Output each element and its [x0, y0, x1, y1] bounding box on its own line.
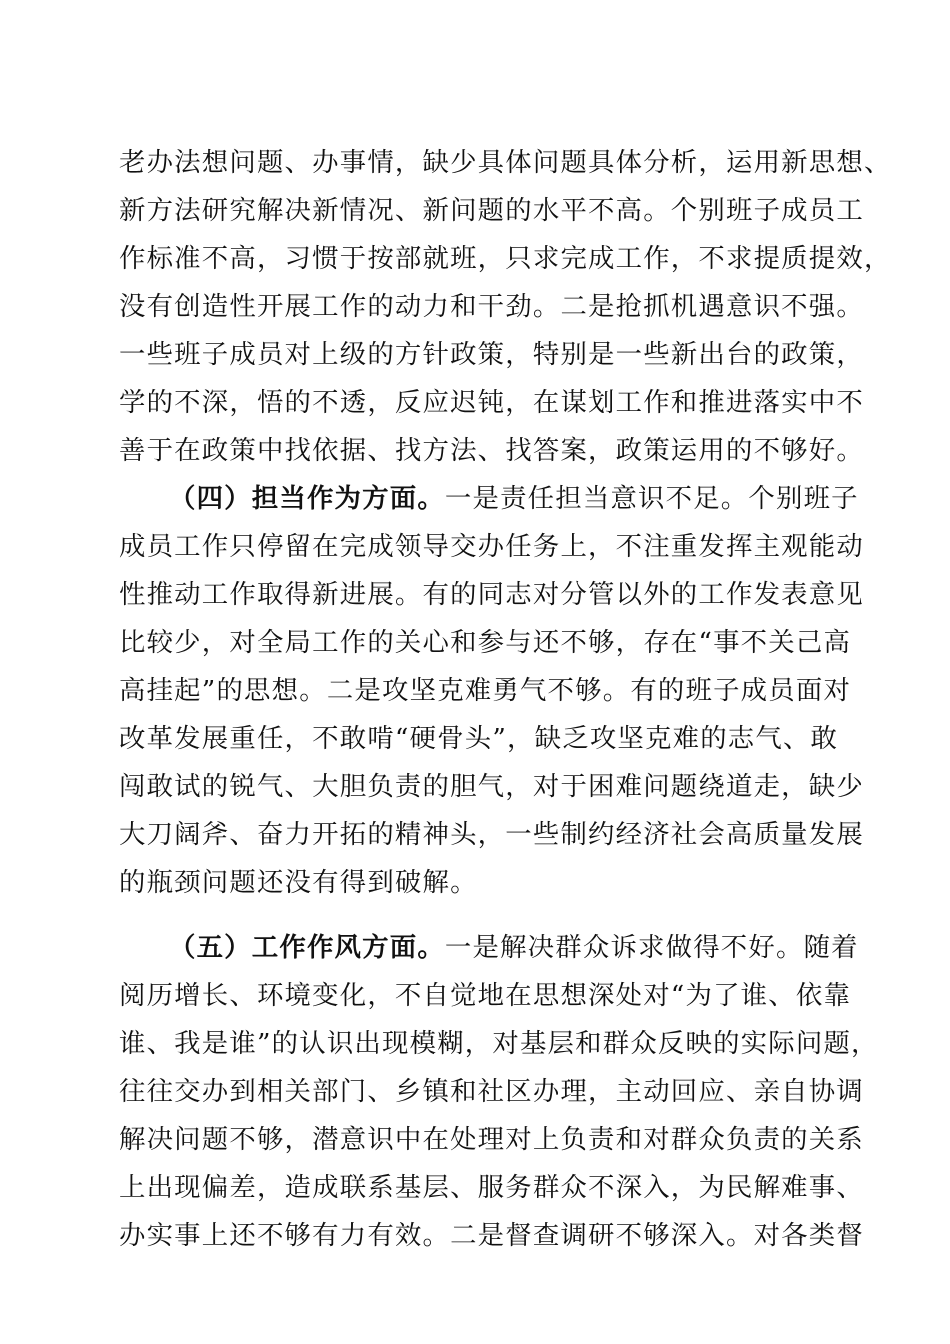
paragraph-line: 大刀阔斧、奋力开拓的精神头，一些制约经济社会高质量发展	[119, 819, 864, 850]
paragraph-line: 闯敢试的锐气、大胆负责的胆气，对于困难问题绕道走，缺少	[119, 771, 864, 802]
paragraph-line: 作标准不高，习惯于按部就班，只求完成工作，不求提质提效，	[119, 243, 892, 274]
section-5-first-line	[119, 924, 859, 972]
section-5-first-line-text: 一是解决群众诉求做得不好。随着	[444, 932, 859, 963]
paragraph-line: 学的不深，悟的不透，反应迟钝，在谋划工作和推进落实中不	[119, 387, 864, 418]
paragraph-line: 性推动工作取得新进展。有的同志对分管以外的工作发表意见	[119, 579, 864, 610]
paragraph-line: 善于在政策中找依据、找方法、找答案，政策运用的不够好。	[119, 435, 864, 466]
paragraph-line: 没有创造性开展工作的动力和干劲。二是抢抓机遇意识不强。	[119, 291, 864, 322]
paragraph-line: 办实事上还不够有力有效。二是督查调研不够深入。对各类督	[119, 1220, 864, 1251]
paragraph-line: 成员工作只停留在完成领导交办任务上，不注重发挥主观能动	[119, 531, 864, 562]
section-4-first-line-text: 一是责任担当意识不足。个别班子	[444, 483, 859, 514]
paragraph-line: 高挂起”的思想。二是攻坚克难勇气不够。有的班子成员面对	[119, 675, 852, 706]
paragraph-line: 改革发展重任，不敢啃“硬骨头”，缺乏攻坚克难的志气、敢	[119, 723, 839, 754]
section-5-heading: （五）工作作风方面。	[169, 932, 445, 963]
paragraph-line: 上出现偏差，造成联系基层、服务群众不深入，为民解难事、	[119, 1172, 864, 1203]
section-4-first-line	[119, 475, 859, 523]
body-text	[119, 139, 892, 1260]
paragraph-line: 阅历增长、环境变化，不自觉地在思想深处对“为了谁、依靠	[119, 980, 852, 1011]
paragraph-line: 一些班子成员对上级的方针政策，特别是一些新出台的政策，	[119, 339, 864, 370]
paragraph-line: 谁、我是谁”的认识出现模糊，对基层和群众反映的实际问题，	[119, 1028, 879, 1059]
paragraph-line: 解决问题不够，潜意识中在处理对上负责和对群众负责的关系	[119, 1124, 864, 1155]
paragraph-line: 比较少，对全局工作的关心和参与还不够，存在“事不关己高	[119, 627, 852, 658]
paragraph-line: 新方法研究解决新情况、新问题的水平不高。个别班子成员工	[119, 195, 864, 226]
paragraph-line: 老办法想问题、办事情，缺少具体问题具体分析，运用新思想、	[119, 147, 892, 178]
paragraph-line: 往往交办到相关部门、乡镇和社区办理，主动回应、亲自协调	[119, 1076, 864, 1107]
paragraph-line: 的瓶颈问题还没有得到破解。	[119, 867, 478, 898]
section-4-heading: （四）担当作为方面。	[169, 483, 445, 514]
